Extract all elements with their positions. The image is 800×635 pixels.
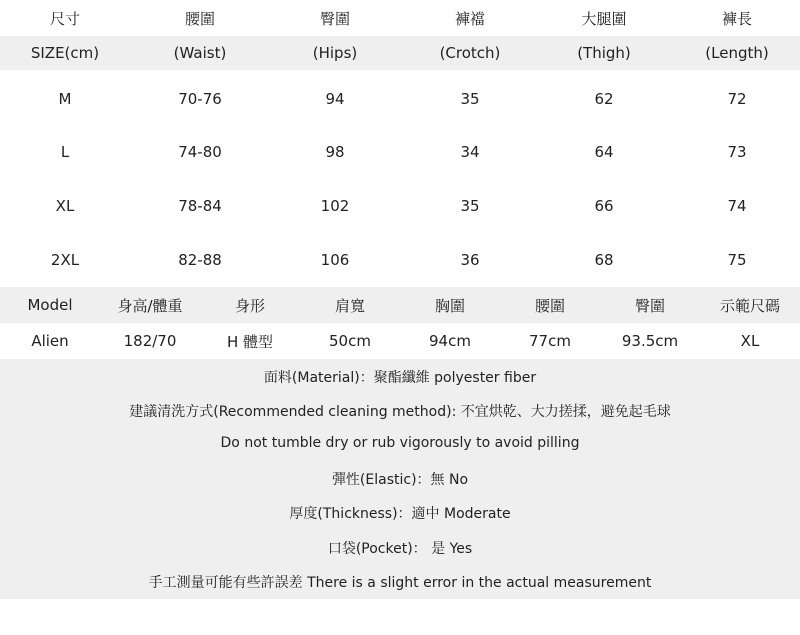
thigh-header-en: (Thigh) — [577, 44, 631, 62]
waist-cell: 77cm — [529, 332, 571, 350]
size-cell: M — [58, 90, 72, 108]
length-cell: 75 — [727, 251, 747, 269]
shoulder-header: 肩寬 — [334, 296, 365, 315]
length-header-en: (Length) — [705, 44, 769, 62]
product-notes — [0, 359, 800, 599]
chest-cell: 94cm — [429, 332, 471, 350]
thigh-cell: 62 — [594, 90, 614, 108]
cleaning-note-en: Do not tumble dry or rub vigorously to avoid pilling — [220, 435, 580, 451]
hips-cell: 98 — [325, 143, 345, 161]
waist-header-zh: 腰圍 — [184, 9, 215, 28]
size-row-m — [0, 72, 800, 126]
waist-cell: 82-88 — [178, 251, 222, 269]
length-cell: 74 — [727, 197, 747, 215]
crotch-header-en: (Crotch) — [439, 44, 501, 62]
shoulder-cell: 50cm — [329, 332, 371, 350]
thickness-note: 厚度(Thickness)：適中 Moderate — [289, 506, 511, 522]
crotch-cell: 34 — [460, 143, 480, 161]
size-table-header-zh — [0, 0, 800, 36]
length-cell: 73 — [727, 143, 747, 161]
crotch-cell: 35 — [460, 197, 480, 215]
waist-header: 腰圍 — [534, 296, 565, 315]
hips-header-en: (Hips) — [312, 44, 358, 62]
chest-header: 胸圍 — [434, 296, 465, 315]
pocket-note: 口袋(Pocket)： 是 Yes — [327, 541, 473, 557]
length-cell: 72 — [727, 90, 747, 108]
size-worn-header: 示範尺碼 — [719, 296, 780, 315]
length-header-zh: 褲長 — [721, 9, 752, 28]
hips-header-zh: 臀圍 — [319, 9, 350, 28]
measurement-note: 手工測量可能有些許誤差 There is a slight error in the actual measurement — [148, 575, 652, 591]
thigh-cell: 66 — [594, 197, 614, 215]
thigh-cell: 64 — [594, 143, 614, 161]
size-row-xl — [0, 179, 800, 233]
size-worn-cell: XL — [740, 332, 760, 350]
hips-cell: 93.5cm — [621, 332, 679, 350]
size-header-zh: 尺寸 — [49, 9, 80, 28]
hips-cell: 102 — [320, 197, 350, 215]
waist-cell: 74-80 — [178, 143, 222, 161]
body-type-cell: H 體型 — [226, 332, 274, 351]
size-header-en: SIZE(cm) — [30, 44, 100, 62]
size-cell: XL — [55, 197, 75, 215]
size-table-header-en — [0, 36, 800, 70]
size-cell: 2XL — [50, 251, 80, 269]
crotch-header-zh: 褲襠 — [454, 9, 485, 28]
waist-cell: 70-76 — [178, 90, 222, 108]
thigh-header-zh: 大腿圍 — [581, 9, 627, 28]
body-type-header: 身形 — [234, 296, 265, 315]
model-header: Model — [27, 296, 73, 314]
hips-header: 臀圍 — [634, 296, 665, 315]
waist-header-en: (Waist) — [173, 44, 227, 62]
crotch-cell: 36 — [460, 251, 480, 269]
model-table-row — [0, 323, 800, 359]
size-row-2xl — [0, 233, 800, 287]
height-weight-header: 身高/體重 — [117, 296, 183, 315]
material-note: 面料(Material)：聚酯纖維 polyester fiber — [263, 370, 537, 386]
cleaning-note: 建議清洗方式(Recommended cleaning method): 不宜烘乾、大力搓揉，避免起毛球 — [129, 404, 671, 420]
crotch-cell: 35 — [460, 90, 480, 108]
model-table-header — [0, 287, 800, 323]
height-weight-cell: 182/70 — [123, 332, 177, 350]
elastic-note: 彈性(Elastic)：無 No — [331, 472, 469, 488]
hips-cell: 94 — [325, 90, 345, 108]
size-cell: L — [60, 143, 70, 161]
size-row-l — [0, 125, 800, 179]
thigh-cell: 68 — [594, 251, 614, 269]
hips-cell: 106 — [320, 251, 350, 269]
waist-cell: 78-84 — [178, 197, 222, 215]
model-name-cell: Alien — [31, 332, 69, 350]
